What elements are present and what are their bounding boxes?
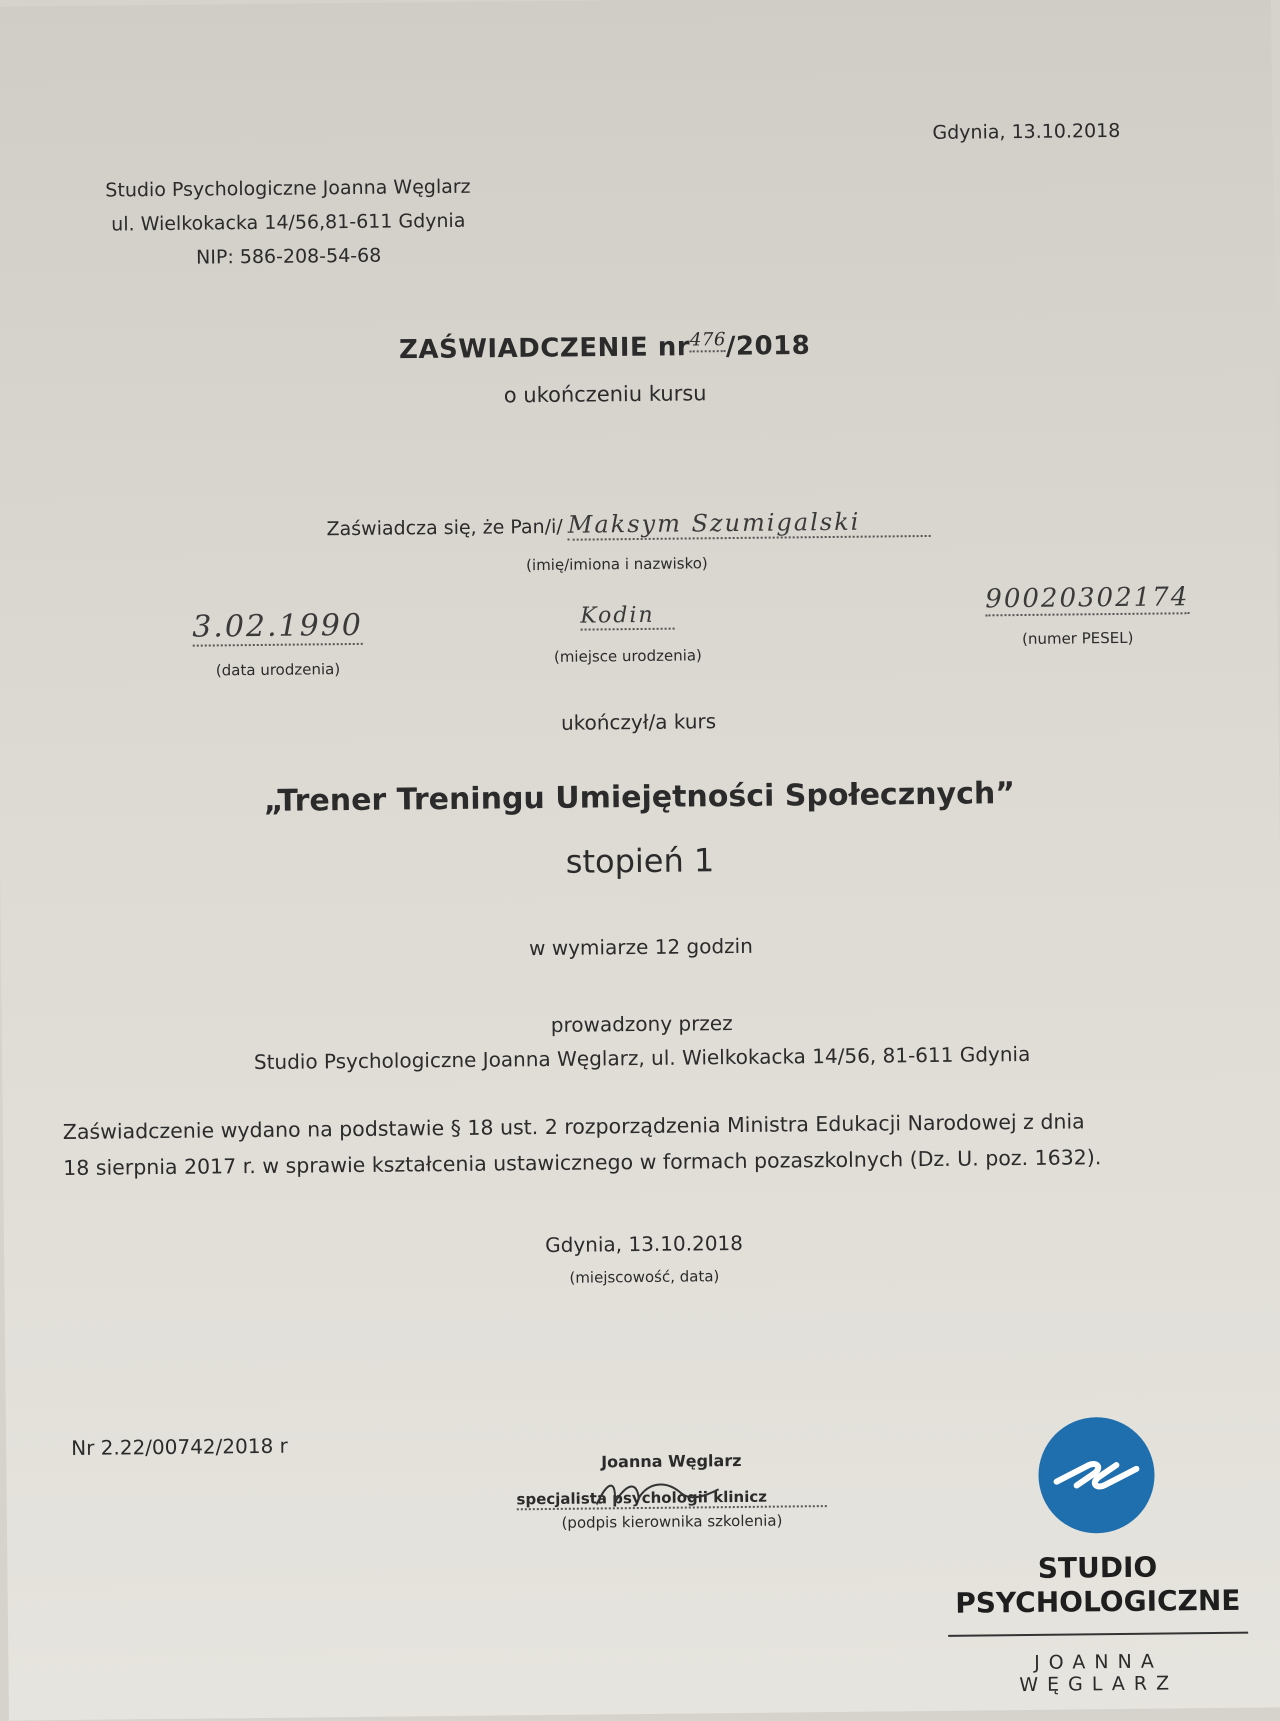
course-name: „Trener Treningu Umiejętności Społecznych” (263, 776, 1016, 819)
handwritten-signature (586, 1471, 726, 1512)
pesel-caption: (numer PESEL) (1021, 628, 1134, 648)
organization-address (73, 169, 504, 275)
org-name: Studio Psychologiczne Joanna Węglarz (105, 175, 471, 202)
logo-line-3: JOANNA WĘGLARZ (1019, 1650, 1179, 1697)
conducted-by-label: prowadzony przez (550, 1011, 733, 1037)
certificate-number-handwritten: 476 (689, 329, 726, 351)
pesel-handwritten: 90020302174 (985, 582, 1190, 615)
legal-basis (63, 1102, 1224, 1186)
person-name-caption: (imię/imiona i nazwisko) (526, 554, 708, 575)
birth-place-caption: (miejsce urodzenia) (553, 646, 702, 666)
person-intro: Zaświadcza się, że Pan/i/ (326, 515, 563, 541)
logo-line-2: PSYCHOLOGICZNE (955, 1583, 1241, 1620)
birth-place-handwritten: Kodin (580, 603, 675, 631)
birth-place-field (517, 602, 737, 631)
reference-number: Nr 2.22/00742/2018 r (71, 1433, 288, 1460)
pesel-field (937, 582, 1237, 617)
course-provider: Studio Psychologiczne Joanna Węglarz, ul. Wielkokacka 14/56, 81-611 Gdynia (253, 1041, 1031, 1075)
birth-date-field (147, 607, 407, 647)
logo-divider (948, 1632, 1248, 1637)
legal-line-1: Zaświadczenie wydano na podstawie § 18 ust. 2 rozporządzenia Ministra Edukacji Narodowej z dnia (62, 1109, 1085, 1145)
completed-text: ukończył/a kurs (560, 709, 717, 735)
logo-circle-icon (1036, 1415, 1157, 1536)
legal-line-2: 18 sierpnia 2017 r. w sprawie kształcenia ustawicznego w formach pozaszkolnych (Dz. U. poz. 1632). (63, 1145, 1102, 1181)
issue-place-date: Gdynia, 13.10.2018 (545, 1230, 744, 1258)
stamp-signer-title: specjalista psychologii klinicz (516, 1487, 827, 1510)
signature-block (506, 1450, 837, 1532)
certificate-subtitle: o ukończeniu kursu (503, 381, 707, 408)
header-place-date: Gdynia, 13.10.2018 (932, 119, 1121, 144)
person-name-row (326, 506, 1026, 543)
person-name-handwritten: Maksym Szumigalski (568, 507, 931, 541)
signature-caption: (podpis kierownika szkolenia) (561, 1511, 783, 1532)
course-level: stopień 1 (565, 841, 715, 881)
issue-caption: (miejscowość, data) (569, 1267, 720, 1287)
title-prefix: ZAŚWIADCZENIE nr (398, 332, 691, 366)
title-suffix: /2018 (725, 330, 811, 362)
logo-line-1: STUDIO (1037, 1550, 1158, 1585)
birth-date-handwritten: 3.02.1990 (192, 607, 364, 645)
certificate-title (334, 328, 874, 366)
org-nip: NIP: 586-208-54-68 (195, 244, 382, 269)
studio-logo (946, 1414, 1249, 1697)
org-street: ul. Wielkokacka 14/56,81-611 Gdynia (111, 209, 466, 236)
stamp-signer-name: Joanna Węglarz (601, 1450, 742, 1472)
birth-date-caption: (data urodzenia) (215, 660, 341, 680)
course-hours: w wymiarze 12 godzin (528, 933, 753, 961)
